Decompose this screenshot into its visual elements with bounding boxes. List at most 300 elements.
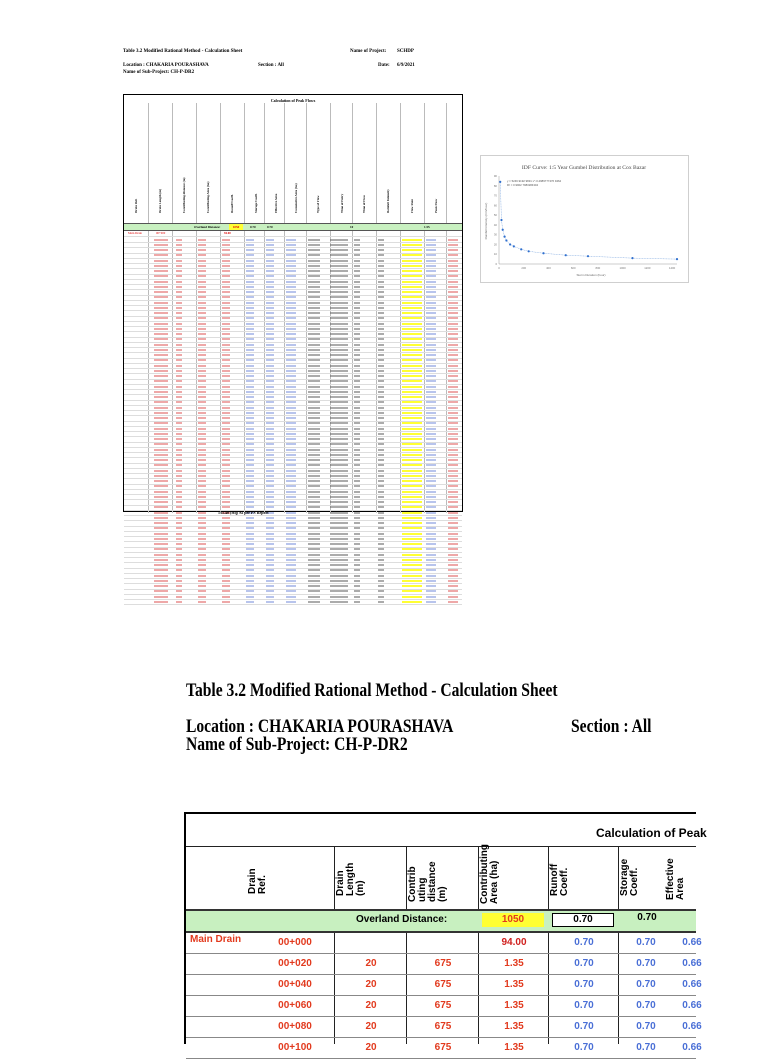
thumb-cell (402, 470, 422, 472)
thumb-cell (266, 270, 274, 272)
thumb-cell (378, 569, 384, 571)
thumb-cell (378, 244, 384, 246)
thumb-cell (176, 323, 182, 325)
thumb-cell (426, 354, 436, 356)
thumb-cell (154, 354, 168, 356)
thumb-cell (246, 590, 254, 592)
thumb-cell (222, 365, 230, 367)
thumb-cell (266, 296, 274, 298)
thumb-cell (286, 422, 296, 424)
thumb-cell (222, 265, 230, 267)
thumb-cell (176, 375, 182, 377)
thumb-cell (222, 323, 230, 325)
thumb-cell (378, 317, 384, 319)
thumb-cell (354, 580, 360, 582)
thumb-cell (176, 260, 182, 262)
thumb-cell (198, 601, 206, 603)
thumb-cell (378, 354, 384, 356)
thumb-cell (402, 312, 422, 314)
thumb-cell (448, 459, 458, 461)
thumb-cell (266, 480, 274, 482)
thumb-cell (330, 375, 348, 377)
thumb-cell (308, 527, 320, 529)
thumb-cell (154, 527, 168, 529)
thumb-cell (330, 296, 348, 298)
thumb-cell (198, 260, 206, 262)
thumb-cell (426, 375, 436, 377)
thumb-cell (378, 249, 384, 251)
thumb-cell (266, 370, 274, 372)
thumb-cell (308, 428, 320, 430)
thumb-cell (426, 417, 436, 419)
thumb-cell (198, 239, 206, 241)
thumb-cell (354, 601, 360, 603)
chart-point (528, 250, 530, 252)
thumb-cell (330, 422, 348, 424)
thumb-cell (246, 470, 254, 472)
thumb-cell (266, 517, 274, 519)
zoom-cell-ref: 00+000 (278, 937, 312, 948)
thumb-cell (378, 480, 384, 482)
thumb-cell (198, 585, 206, 587)
zoom-header-top-line (186, 846, 696, 847)
thumb-cell (402, 559, 422, 561)
thumb-cell (354, 590, 360, 592)
doc-title-small: Table 3.2 Modified Rational Method - Calculation Sheet (123, 49, 243, 54)
thumb-cell (426, 333, 436, 335)
thumb-cell (330, 548, 348, 550)
thumb-cell (330, 312, 348, 314)
thumb-cell (330, 291, 348, 293)
thumb-cell (426, 407, 436, 409)
chart-x-tick-label: 600 (570, 266, 576, 270)
thumb-cell (402, 428, 422, 430)
thumb-cell (176, 307, 182, 309)
thumb-cell (426, 506, 436, 508)
thumb-cell (354, 512, 360, 514)
thumb-cell (330, 270, 348, 272)
thumb-cell (448, 454, 458, 456)
thumb-cell (222, 470, 230, 472)
thumb-cell (246, 449, 254, 451)
thumb-cell (330, 275, 348, 277)
thumb-cell (426, 517, 436, 519)
thumb-cell (378, 338, 384, 340)
zoom-cell-effective: 0.66 (682, 1000, 702, 1011)
thumb-cell (330, 527, 348, 529)
thumb-cell (330, 512, 348, 514)
thumb-header: Time of Flow (362, 194, 366, 213)
thumb-cell (426, 454, 436, 456)
thumb-cell (222, 590, 230, 592)
thumb-cell (222, 386, 230, 388)
thumb-cell (308, 359, 320, 361)
thumb-cell (246, 517, 254, 519)
thumb-overland-row (124, 223, 462, 231)
thumb-cell (266, 286, 274, 288)
thumb-cell (198, 317, 206, 319)
thumb-cell (426, 433, 436, 435)
thumb-cell (448, 359, 458, 361)
thumb-cell (266, 380, 274, 382)
thumb-cell (176, 338, 182, 340)
chart-x-tick-label: 200 (521, 266, 527, 270)
thumb-cell (286, 286, 296, 288)
thumb-cell (378, 359, 384, 361)
thumb-cell (154, 317, 168, 319)
thumb-cell (176, 438, 182, 440)
thumb-cell (354, 596, 360, 598)
thumb-cell (354, 249, 360, 251)
thumb-cell (222, 338, 230, 340)
thumb-cell (330, 428, 348, 430)
thumb-cell (308, 391, 320, 393)
thumb-cell (198, 270, 206, 272)
thumb-cell (426, 401, 436, 403)
thumb-cell (378, 538, 384, 540)
thumb-cell (308, 302, 320, 304)
thumb-cell (448, 564, 458, 566)
thumb-cell (330, 359, 348, 361)
thumb-cell (266, 386, 274, 388)
thumb-cell (378, 344, 384, 346)
thumb-cell (266, 433, 274, 435)
thumb-cell (354, 286, 360, 288)
thumb-cell (448, 496, 458, 498)
thumb-cell (246, 438, 254, 440)
thumb-cell (246, 580, 254, 582)
thumb-cell (198, 281, 206, 283)
zoom-cell-distance: 675 (434, 979, 452, 990)
thumb-cell (154, 333, 168, 335)
thumb-cell (426, 317, 436, 319)
thumb-cell (286, 433, 296, 435)
thumb-cell (378, 459, 384, 461)
thumb-cell (176, 517, 182, 519)
thumb-cell (378, 454, 384, 456)
thumb-cell (176, 275, 182, 277)
chart-point (631, 257, 633, 259)
thumb-cell (378, 302, 384, 304)
thumb-cell (378, 428, 384, 430)
thumb-cell (286, 291, 296, 293)
thumb-cell (378, 496, 384, 498)
chart-title: IDF Curve: 1:5 Year Gumbel Distribution at Cox Bazar (521, 165, 647, 171)
thumb-cell (222, 522, 230, 524)
thumb-cell (354, 548, 360, 550)
thumb-cell (354, 244, 360, 246)
thumb-cell (222, 407, 230, 409)
thumb-cell (286, 328, 296, 330)
thumb-cell (330, 407, 348, 409)
thumb-cell (426, 543, 436, 545)
thumb-cell (266, 354, 274, 356)
thumb-cell (154, 270, 168, 272)
thumb-cell (286, 491, 296, 493)
thumb-cell (154, 470, 168, 472)
thumb-cell (402, 249, 422, 251)
thumb-cell (154, 575, 168, 577)
thumb-cell (176, 501, 182, 503)
thumb-cell (176, 296, 182, 298)
thumb-cell (308, 501, 320, 503)
thumb-cell (246, 239, 254, 241)
thumb-cell (266, 470, 274, 472)
thumb-cell (354, 349, 360, 351)
thumb-cell (198, 554, 206, 556)
thumb-cell (286, 370, 296, 372)
thumb-cell (154, 239, 168, 241)
thumb-cell (426, 391, 436, 393)
thumb-cell (308, 548, 320, 550)
thumb-cell (308, 317, 320, 319)
thumb-cell (330, 533, 348, 535)
thumb-cell (354, 575, 360, 577)
zoom-cell-runoff: 0.70 (574, 1042, 594, 1053)
thumb-cell (354, 538, 360, 540)
thumb-cell (286, 365, 296, 367)
thumb-cell (286, 517, 296, 519)
thumb-cell (426, 449, 436, 451)
thumb-cell (402, 281, 422, 283)
thumb-cell (308, 596, 320, 598)
thumb-cell (286, 244, 296, 246)
thumb-cell (308, 543, 320, 545)
subproject-large: Name of Sub-Project: CH-P-DR2 (186, 734, 408, 755)
thumb-cell (448, 512, 458, 514)
thumb-cell (266, 365, 274, 367)
thumb-cell (426, 533, 436, 535)
thumb-cell (266, 401, 274, 403)
thumb-cell (198, 569, 206, 571)
thumb-cell (378, 522, 384, 524)
thumb-cell (448, 559, 458, 561)
thumb-cell (354, 454, 360, 456)
thumb-cell (198, 517, 206, 519)
thumb-cell (176, 512, 182, 514)
thumb-cell (266, 580, 274, 582)
doc-title-large: Table 3.2 Modified Rational Method - Calculation Sheet (186, 680, 558, 701)
thumb-cell (246, 475, 254, 477)
thumb-cell (402, 533, 422, 535)
thumb-cell (266, 333, 274, 335)
thumb-cell (154, 370, 168, 372)
thumb-cell (426, 428, 436, 430)
thumb-cell (354, 543, 360, 545)
thumb-cell (198, 265, 206, 267)
thumb-cell (222, 564, 230, 566)
thumb-cell (266, 391, 274, 393)
thumb-header: Effective Area (274, 193, 278, 213)
thumb-cell (222, 302, 230, 304)
thumb-cell (246, 344, 254, 346)
thumb-cell (286, 401, 296, 403)
thumb-cell (354, 438, 360, 440)
chart-y-tick-label: 10 (493, 252, 497, 257)
chart-x-tick-label: 1000 (619, 266, 626, 270)
thumb-cell (330, 391, 348, 393)
thumb-cell (308, 244, 320, 246)
thumb-cell (448, 501, 458, 503)
thumb-cell (354, 254, 360, 256)
thumb-cell (330, 443, 348, 445)
thumb-cell (378, 590, 384, 592)
thumb-cell (246, 312, 254, 314)
thumb-cell (198, 527, 206, 529)
thumb-cell (426, 344, 436, 346)
thumb-cell (426, 548, 436, 550)
thumb-cell (222, 370, 230, 372)
thumb-cell (402, 286, 422, 288)
thumb-cell (330, 543, 348, 545)
section-large: Section : All (571, 716, 652, 737)
zoom-caption: Calculation of Peak (596, 826, 707, 840)
thumb-cell (266, 260, 274, 262)
chart-y-axis-label: Rainfall Intensity (mm/hour) (484, 202, 488, 240)
thumb-cell (354, 323, 360, 325)
thumb-cell (402, 401, 422, 403)
thumb-cell (198, 396, 206, 398)
thumb-cell (426, 596, 436, 598)
thumb-cell (246, 454, 254, 456)
thumb-cell (354, 317, 360, 319)
thumb-cell (286, 359, 296, 361)
thumb-cell (176, 548, 182, 550)
zoom-cell-runoff: 0.70 (574, 979, 594, 990)
thumb-cell (448, 580, 458, 582)
thumb-cell (330, 317, 348, 319)
thumb-cell (354, 391, 360, 393)
thumb-cell (266, 548, 274, 550)
project-value: SCHDP (397, 49, 414, 54)
zoom-cell-area: 1.35 (504, 958, 524, 969)
thumb-cell (354, 380, 360, 382)
thumb-cell (266, 538, 274, 540)
thumb-cell (448, 249, 458, 251)
zoom-cell-runoff: 0.70 (574, 958, 594, 969)
thumb-cell (354, 281, 360, 283)
thumb-cell (154, 522, 168, 524)
thumb-cell (222, 296, 230, 298)
thumb-cell (266, 254, 274, 256)
thumb-cell (222, 517, 230, 519)
thumb-cell (330, 244, 348, 246)
thumb-cell (222, 527, 230, 529)
thumb-cell (176, 564, 182, 566)
zoom-cell-storage: 0.70 (636, 937, 656, 948)
thumb-table-footer: 135.40 (Hq) As per PS Report (218, 510, 269, 515)
thumb-cell (426, 422, 436, 424)
zoom-cell-ref: 00+060 (278, 1000, 312, 1011)
thumb-cell (354, 312, 360, 314)
thumb-cell (198, 344, 206, 346)
thumb-cell (198, 391, 206, 393)
thumb-cell (286, 475, 296, 477)
thumb-cell (222, 344, 230, 346)
thumb-cell (198, 312, 206, 314)
thumb-cell (198, 254, 206, 256)
thumb-cell (154, 302, 168, 304)
thumb-cell (308, 522, 320, 524)
thumb-cell (402, 543, 422, 545)
thumb-cell (354, 433, 360, 435)
thumb-cell (330, 464, 348, 466)
thumb-header: Drain Length (m) (158, 188, 162, 213)
thumb-cell (198, 590, 206, 592)
thumb-cell (308, 480, 320, 482)
thumb-cell (222, 543, 230, 545)
thumb-cell (246, 501, 254, 503)
thumb-cell (176, 344, 182, 346)
thumb-cell (402, 391, 422, 393)
thumb-cell (246, 564, 254, 566)
thumb-cell (198, 380, 206, 382)
thumb-cell (286, 417, 296, 419)
zoom-cell-length: 20 (365, 979, 377, 990)
zoom-main-drain-label: Main Drain (190, 934, 242, 945)
thumb-cell (286, 281, 296, 283)
thumb-cell (354, 559, 360, 561)
thumb-cell (354, 533, 360, 535)
thumb-cell (402, 412, 422, 414)
thumb-cell (308, 485, 320, 487)
thumb-cell (378, 485, 384, 487)
zoom-cell-length: 20 (365, 1000, 377, 1011)
thumb-cell (402, 522, 422, 524)
thumb-cell (308, 307, 320, 309)
thumb-cell (402, 270, 422, 272)
thumb-cell (176, 359, 182, 361)
zoom-overland-distance: 1050 (482, 913, 544, 927)
thumb-cell (308, 412, 320, 414)
thumb-cell (402, 569, 422, 571)
thumb-cell (308, 286, 320, 288)
thumb-cell (426, 338, 436, 340)
thumb-cell (402, 365, 422, 367)
thumb-cell (378, 265, 384, 267)
zoom-cell-ref: 00+100 (278, 1042, 312, 1053)
thumb-cell (222, 333, 230, 335)
thumb-cell (154, 601, 168, 603)
thumb-cell (286, 296, 296, 298)
thumb-cell (176, 244, 182, 246)
thumb-cell (354, 464, 360, 466)
thumb-cell (246, 585, 254, 587)
thumb-cell (330, 601, 348, 603)
thumb-cell (198, 491, 206, 493)
thumb-cell (286, 239, 296, 241)
thumb-cell (402, 464, 422, 466)
thumb-cell (378, 575, 384, 577)
thumb-cell (378, 422, 384, 424)
thumb-cell (286, 391, 296, 393)
thumb-cell (154, 485, 168, 487)
calculation-table-thumbnail (123, 94, 463, 512)
thumb-cell (286, 569, 296, 571)
thumb-cell (426, 365, 436, 367)
thumb-cell (426, 281, 436, 283)
thumb-cell (246, 533, 254, 535)
thumb-cell (246, 428, 254, 430)
thumb-cell (154, 501, 168, 503)
thumb-cell (448, 323, 458, 325)
thumb-cell (286, 480, 296, 482)
thumb-cell (426, 585, 436, 587)
thumb-cell (246, 254, 254, 256)
thumb-cell (330, 517, 348, 519)
thumb-cell (378, 254, 384, 256)
thumb-cell (176, 580, 182, 582)
